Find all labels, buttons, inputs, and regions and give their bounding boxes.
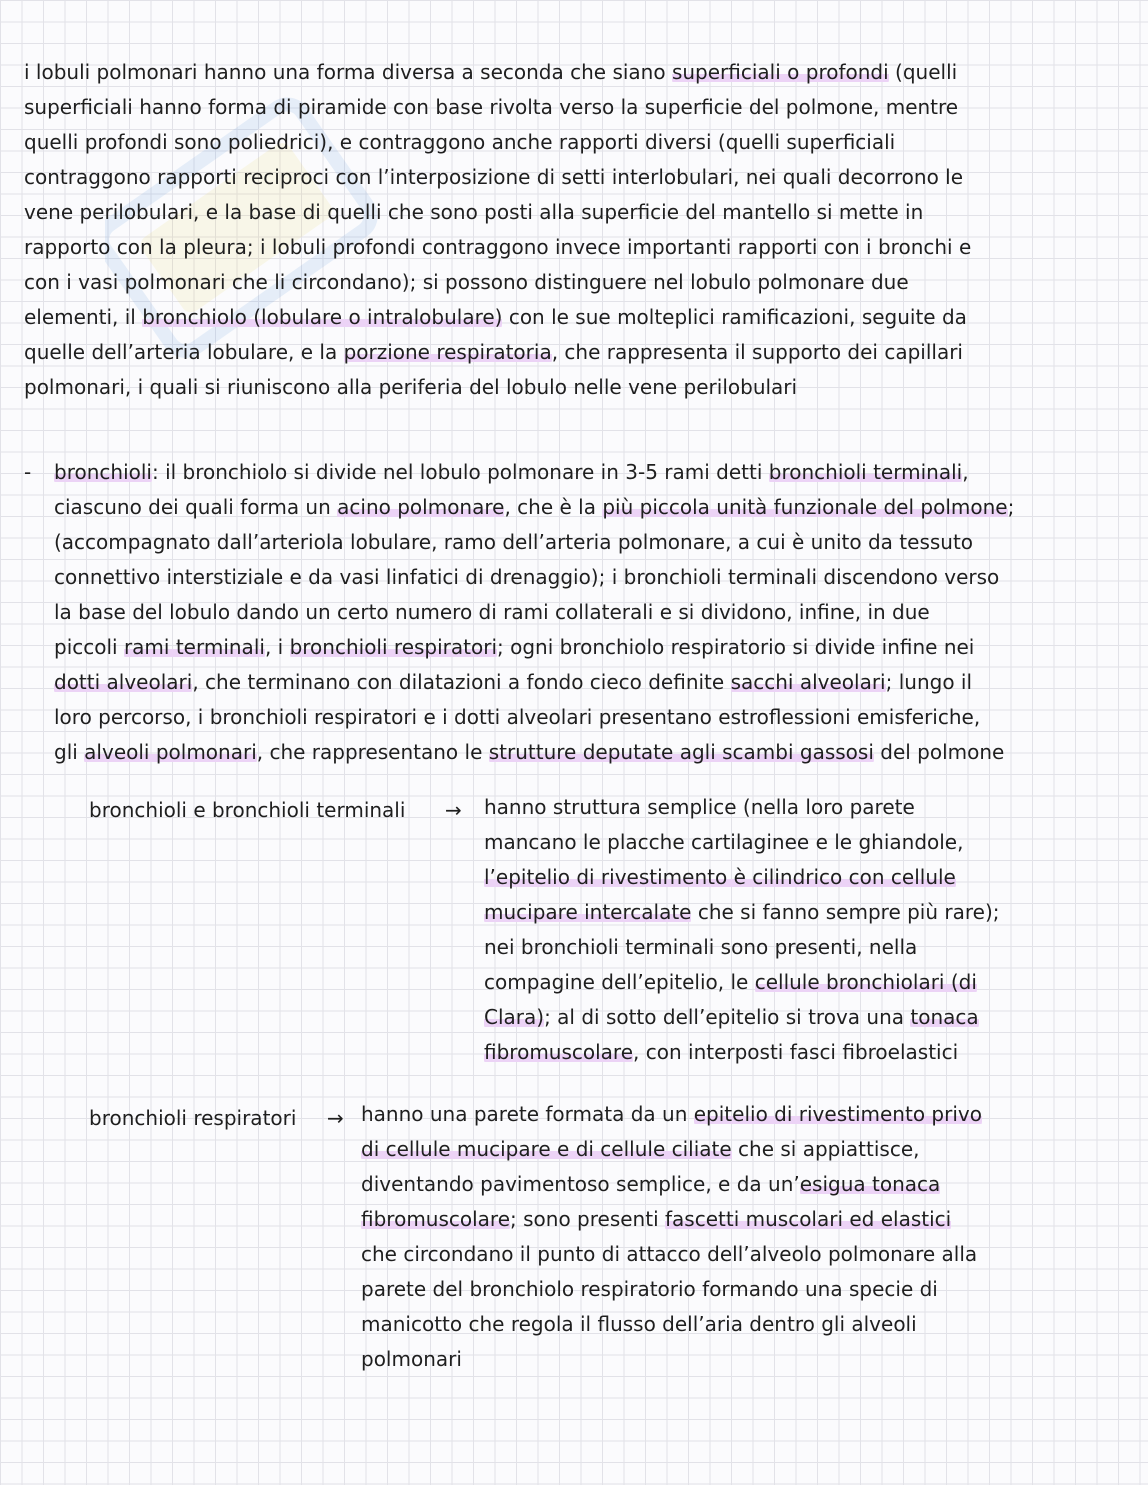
text-segment: che si appiattisce, (731, 1137, 920, 1161)
text-line (484, 930, 1000, 965)
text-line (24, 160, 971, 195)
highlighted-text: esigua tonaca (799, 1172, 941, 1196)
highlighted-text: fibromuscolare (484, 1040, 634, 1064)
text-segment: ciascuno dei quali forma un (54, 495, 338, 519)
text-segment: nei bronchioli terminali sono presenti, nella (484, 935, 918, 959)
text-line (484, 825, 1000, 860)
text-line (54, 630, 1014, 665)
highlighted-text: Clara) (484, 1005, 545, 1029)
text-line (24, 195, 971, 230)
text-line (24, 335, 971, 370)
text-segment: , (962, 460, 969, 484)
text-segment: quelle dell’arteria lobulare, e la (24, 340, 344, 364)
text-segment: loro percorso, i bronchioli respiratori e i dotti alveolari presentano estroflessioni emisferiche, (54, 705, 981, 729)
text-segment: rapporto con la pleura; i lobuli profondi contraggono invece importanti rapporti con i bronchi e (24, 235, 972, 259)
highlighted-text: di cellule mucipare e di cellule ciliate (361, 1137, 732, 1161)
text-line (484, 1035, 1000, 1070)
text-segment: mancano le placche cartilaginee e le ghiandole, (484, 830, 964, 854)
highlighted-text: superficiali o profondi (671, 60, 889, 84)
text-line (484, 965, 1000, 1000)
text-line (54, 700, 1014, 735)
text-line (361, 1342, 982, 1377)
highlighted-text: più piccola unità funzionale del polmone (602, 495, 1008, 519)
text-segment: connettivo interstiziale e da vasi linfatici di drenaggio); i bronchioli terminali discendono verso (54, 565, 1000, 589)
highlighted-text: cellule bronchiolari (di (754, 970, 977, 994)
text-line (484, 1000, 1000, 1035)
text-segment: , che rappresentano le (256, 740, 489, 764)
text-segment: (accompagnato dall’arteriola lobulare, ramo dell’arteria polmonare, a cui è unito da tessuto (54, 530, 974, 554)
text-segment: del polmone (873, 740, 1005, 764)
text-segment: ; al di sotto dell’epitelio si trova una (544, 1005, 911, 1029)
highlighted-text: tonaca (910, 1005, 979, 1029)
text-line (361, 1202, 982, 1237)
definition-text-respiratori (361, 1097, 982, 1377)
highlighted-text: l’epitelio di rivestimento è cilindrico con cellule (484, 865, 956, 889)
text-line (24, 370, 971, 405)
text-segment: , che terminano con dilatazioni a fondo cieco definite (192, 670, 731, 694)
text-segment: , che è la (504, 495, 603, 519)
highlighted-text: sacchi alveolari (730, 670, 886, 694)
text-line (484, 895, 1000, 930)
text-segment: superficiali hanno forma di piramide con base rivolta verso la superficie del polmone, mentre (24, 95, 959, 119)
text-segment: piccoli (54, 635, 124, 659)
text-segment: con le sue molteplici ramificazioni, seguite da (502, 305, 967, 329)
highlighted-text: fibromuscolare (361, 1207, 511, 1231)
paragraph-lobuli (24, 55, 971, 405)
text-line (54, 665, 1014, 700)
text-line (484, 790, 1000, 825)
text-line (361, 1132, 982, 1167)
text-segment: polmonari (361, 1347, 462, 1371)
text-line (361, 1097, 982, 1132)
text-line (24, 55, 971, 90)
text-line (54, 735, 1014, 770)
highlighted-text: bronchiolo (lobulare o intralobulare) (142, 305, 503, 329)
definition-text-terminali (484, 790, 1000, 1070)
text-segment: con i vasi polmonari che li circondano); si possono distinguere nel lobulo polmonare due (24, 270, 909, 294)
text-segment: diventando pavimentoso semplice, e da un’ (361, 1172, 800, 1196)
definition-label-terminali: bronchioli e bronchioli terminali (89, 798, 406, 822)
text-line (54, 490, 1014, 525)
highlighted-text: bronchioli (54, 460, 152, 484)
text-segment: parete del bronchiolo respiratorio formando una specie di (361, 1277, 938, 1301)
text-segment: , che rappresenta il supporto dei capillari (551, 340, 963, 364)
bullet-bronchioli (54, 455, 1014, 770)
text-segment: hanno struttura semplice (nella loro parete (484, 795, 915, 819)
text-segment: gli (54, 740, 85, 764)
text-segment: : il bronchiolo si divide nel lobulo polmonare in 3-5 rami detti (151, 460, 769, 484)
highlighted-text: acino polmonare (337, 495, 505, 519)
text-line (24, 125, 971, 160)
text-line (24, 265, 971, 300)
text-segment: (quelli (888, 60, 958, 84)
text-line (54, 525, 1014, 560)
text-segment: manicotto che regola il flusso dell’aria dentro gli alveoli (361, 1312, 917, 1336)
text-segment: , con interposti fasci fibroelastici (633, 1040, 959, 1064)
arrow-icon: → (327, 1106, 344, 1130)
highlighted-text: bronchioli terminali (768, 460, 963, 484)
bullet-marker: - (24, 460, 32, 484)
text-segment: elementi, il (24, 305, 143, 329)
highlighted-text: porzione respiratoria (343, 340, 552, 364)
text-line (54, 560, 1014, 595)
text-line (361, 1167, 982, 1202)
text-segment: ; ogni bronchiolo respiratorio si divide infine nei (497, 635, 975, 659)
text-segment: ; lungo il (885, 670, 973, 694)
text-segment: , i (264, 635, 290, 659)
text-segment: hanno una parete formata da un (361, 1102, 694, 1126)
text-segment: ; (1007, 495, 1015, 519)
text-segment: compagine dell’epitelio, le (484, 970, 755, 994)
text-line (24, 90, 971, 125)
highlighted-text: dotti alveolari (54, 670, 193, 694)
highlighted-text: epitelio di rivestimento privo (693, 1102, 982, 1126)
highlighted-text: fascetti muscolari ed elastici (665, 1207, 952, 1231)
text-segment: contraggono rapporti reciproci con l’interposizione di setti interlobulari, nei quali decorrono le (24, 165, 964, 189)
text-segment: i lobuli polmonari hanno una forma diversa a seconda che siano (24, 60, 672, 84)
text-segment: la base del lobulo dando un certo numero di rami collaterali e si dividono, infine, in due (54, 600, 930, 624)
text-segment: che circondano il punto di attacco dell’alveolo polmonare alla (361, 1242, 978, 1266)
text-segment: quelli profondi sono poliedrici), e contraggono anche rapporti diversi (quelli superficiali (24, 130, 896, 154)
text-line (361, 1307, 982, 1342)
text-line (361, 1272, 982, 1307)
text-segment: vene perilobulari, e la base di quelli che sono posti alla superficie del mantello si mette in (24, 200, 924, 224)
text-segment: che si fanno sempre più rare); (691, 900, 1000, 924)
text-line (54, 595, 1014, 630)
definition-label-respiratori: bronchioli respiratori (89, 1106, 297, 1130)
text-line (361, 1237, 982, 1272)
arrow-icon: → (445, 798, 462, 822)
text-line (484, 860, 1000, 895)
text-line (24, 300, 971, 335)
text-line (54, 455, 1014, 490)
text-line (24, 230, 971, 265)
highlighted-text: bronchioli respiratori (289, 635, 497, 659)
highlighted-text: mucipare intercalate (484, 900, 692, 924)
text-segment: polmonari, i quali si riuniscono alla periferia del lobulo nelle vene perilobulari (24, 375, 798, 399)
highlighted-text: rami terminali (123, 635, 265, 659)
highlighted-text: alveoli polmonari (84, 740, 257, 764)
text-segment: ; sono presenti (510, 1207, 665, 1231)
highlighted-text: strutture deputate agli scambi gassosi (488, 740, 874, 764)
